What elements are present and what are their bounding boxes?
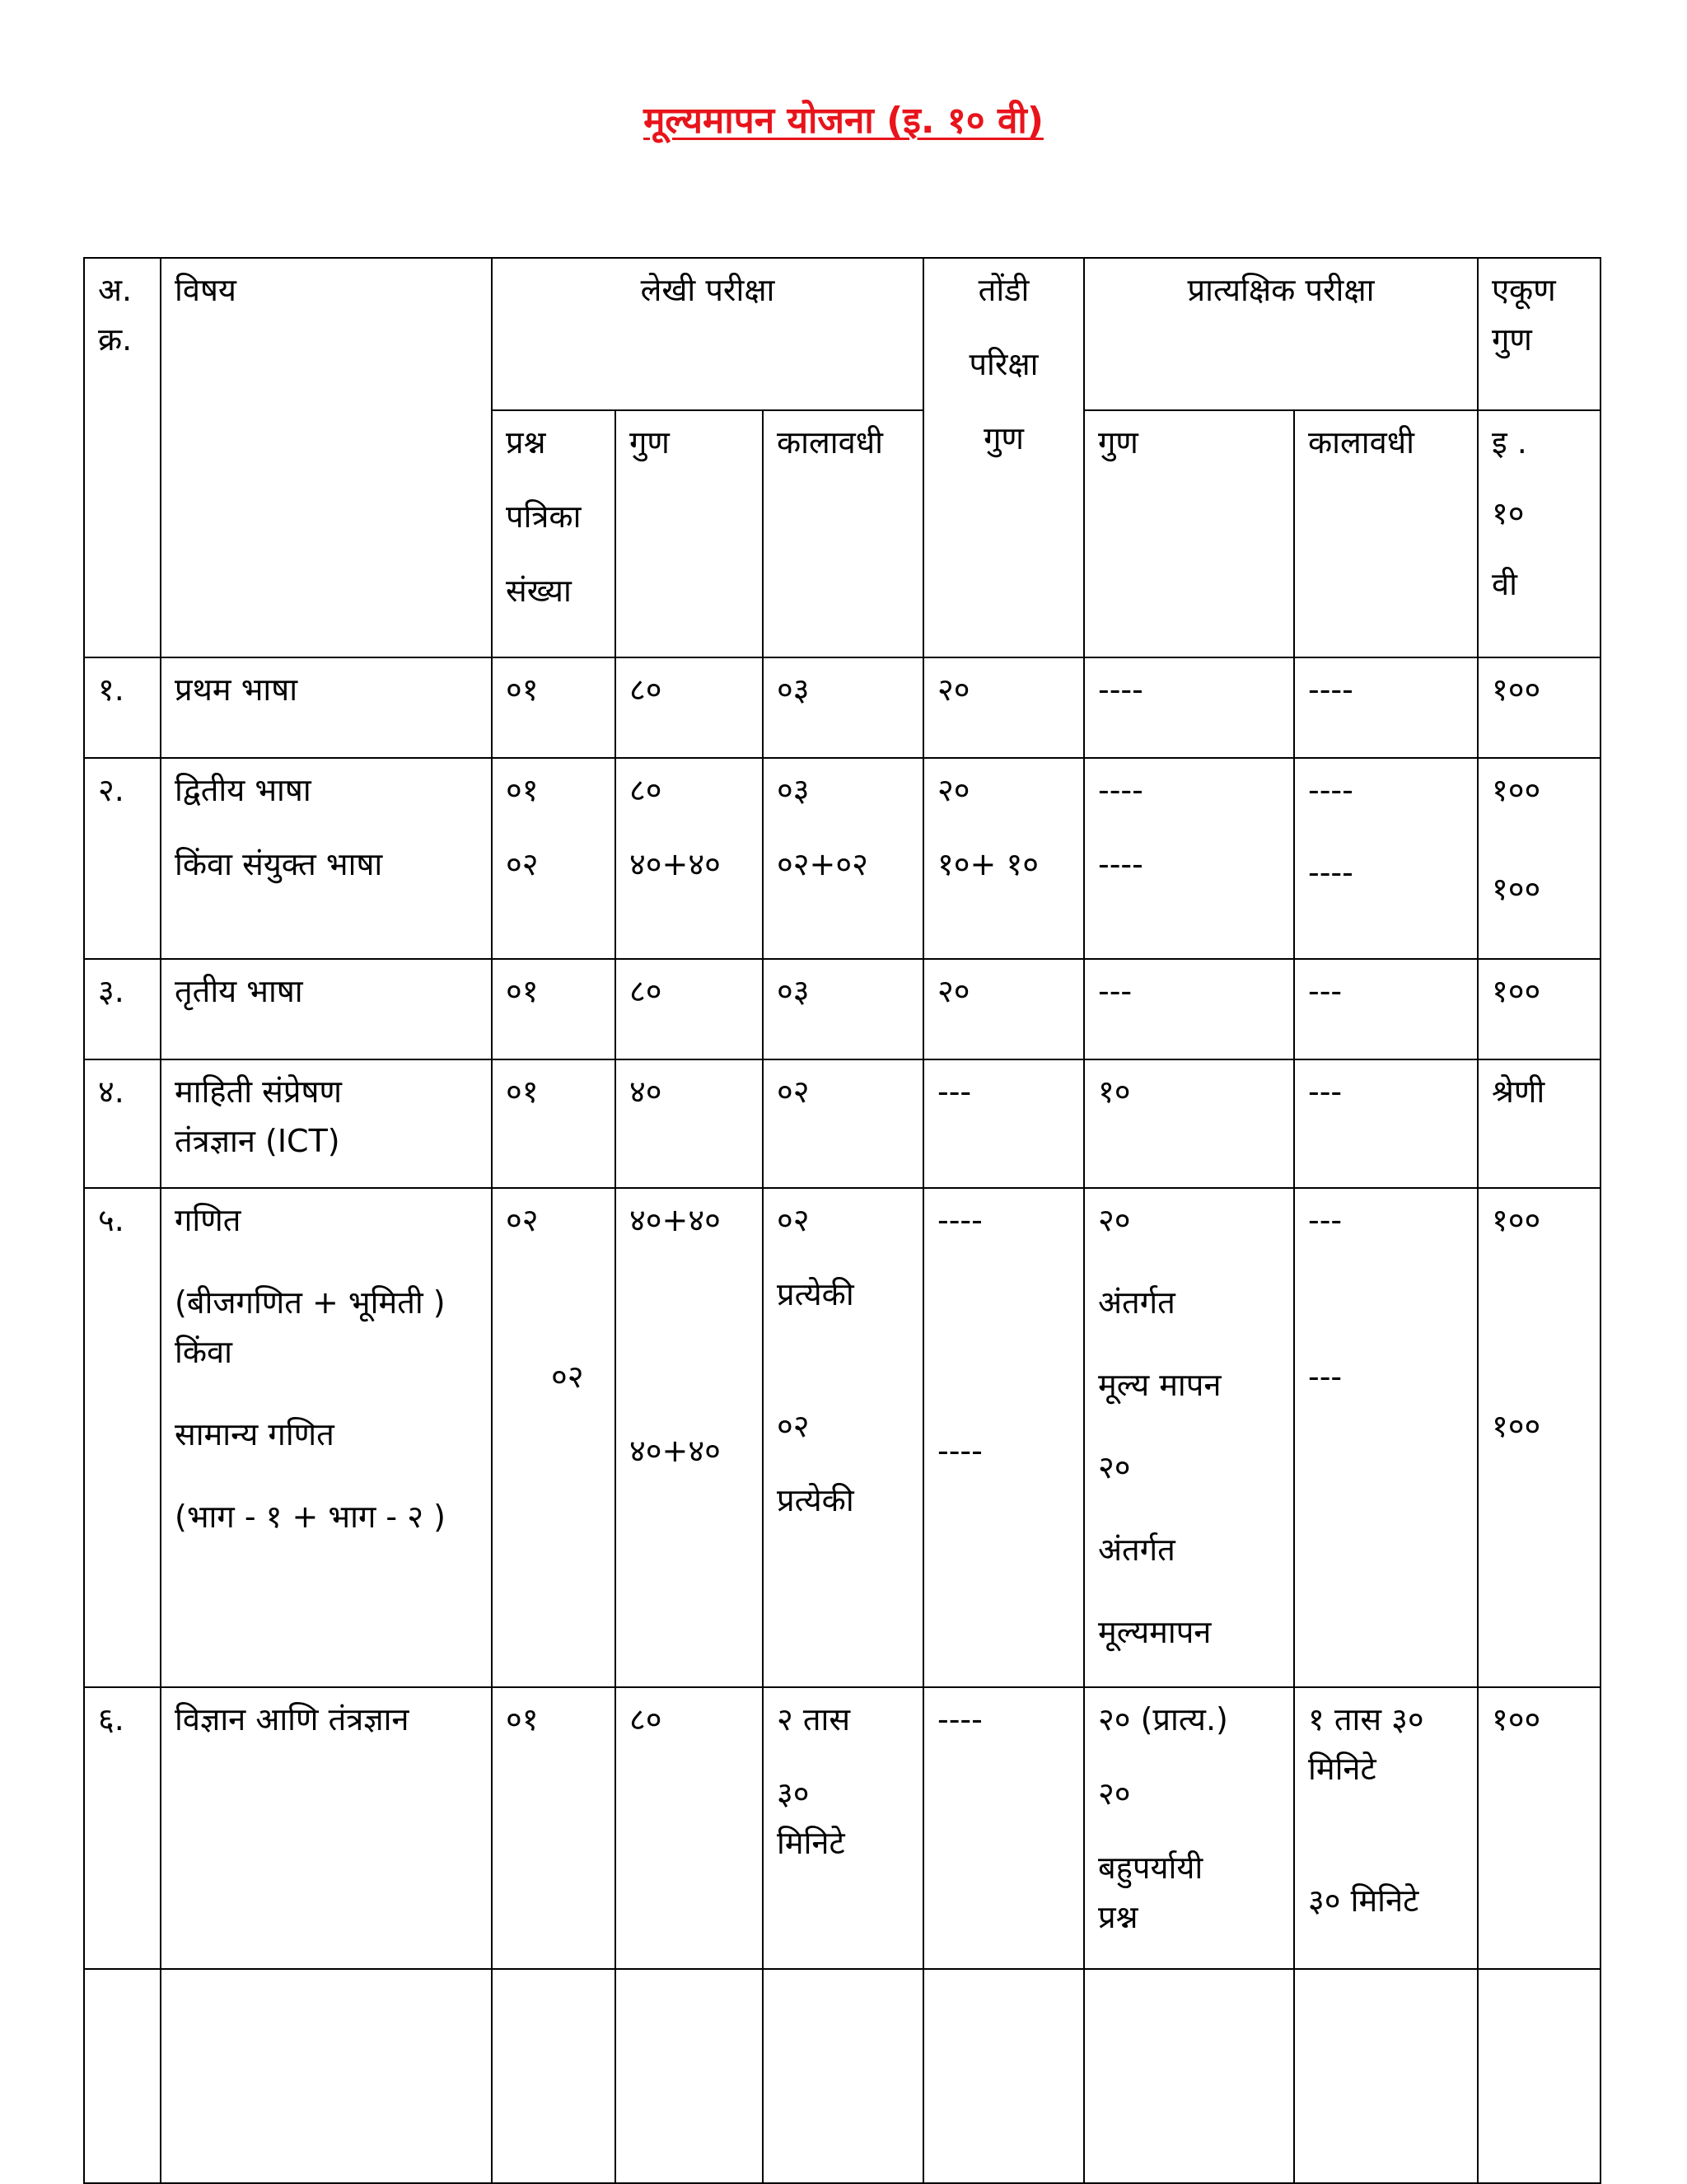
header-written-exam: लेखी परीक्षा: [492, 258, 923, 410]
row-oral: २०: [923, 959, 1084, 1059]
row-subject-line: तंत्रज्ञान (ICT): [175, 1123, 340, 1159]
row-marks: [615, 1188, 763, 1687]
header-papers-line: संख्या: [506, 573, 572, 609]
row-marks: ४०: [615, 1059, 763, 1188]
row-duration-line: ०३: [777, 772, 810, 808]
row-duration-line: प्रत्येकी: [777, 1276, 854, 1312]
row-practical-duration: ---: [1294, 959, 1478, 1059]
row-marks: [615, 758, 763, 959]
table-row: [84, 1059, 1601, 1188]
row-subject-line: किंवा संयुक्त भाषा: [175, 846, 383, 882]
row-marks-line: ४०+४०: [629, 1202, 721, 1238]
header-papers: [492, 410, 615, 657]
row-practical-marks-line: अंतर्गत: [1098, 1532, 1175, 1568]
row-total-line: १००: [1492, 772, 1541, 808]
row-subject: [161, 758, 492, 959]
row-duration-line: ०२: [777, 1202, 810, 1238]
row-duration-line: प्रत्येकी: [777, 1482, 854, 1518]
row-total-line: १००: [1492, 871, 1541, 907]
row-papers: [492, 1188, 615, 1687]
row-practical-marks: ----: [1084, 657, 1294, 758]
header-papers-line: प्रश्न: [506, 424, 546, 461]
header-serial-line: क्र.: [98, 321, 133, 358]
row-practical-marks-line: २०: [1098, 1202, 1131, 1238]
header-total-line: गुण: [1492, 321, 1532, 358]
row-practical-duration-line: ----: [1308, 772, 1353, 808]
table-row: [84, 1188, 1601, 1687]
row-subject-line: सामान्य गणित: [175, 1416, 334, 1452]
row-practical-marks-line: २०: [1098, 1449, 1131, 1485]
row-duration: [763, 1687, 923, 1969]
header-oral-marks: गुण: [984, 420, 1024, 456]
header-std-line: वी: [1492, 566, 1517, 602]
row-marks: ८०: [615, 657, 763, 758]
header-subject: विषय: [161, 258, 492, 657]
row-practical-duration: [1294, 1687, 1478, 1969]
row-marks: ८०: [615, 959, 763, 1059]
row-practical-duration: ----: [1294, 657, 1478, 758]
row-papers-line: ०२: [506, 1202, 539, 1238]
row-total-line: १००: [1492, 1202, 1541, 1238]
header-serial-line: अ.: [98, 272, 133, 308]
row-oral: २०: [923, 657, 1084, 758]
empty-cell: [1294, 1969, 1478, 2183]
evaluation-scheme-table: [83, 257, 1601, 2184]
row-papers-line: ०२: [506, 846, 539, 882]
table-row: [84, 1687, 1601, 1969]
row-practical-marks: ---: [1084, 959, 1294, 1059]
row-subject-line: द्वितीय भाषा: [175, 772, 311, 808]
header-oral-line: तोंडी: [978, 272, 1030, 308]
row-serial: ५.: [84, 1188, 161, 1687]
row-serial: ६.: [84, 1687, 161, 1969]
header-practical-marks: गुण: [1084, 410, 1294, 657]
row-papers: [492, 758, 615, 959]
row-oral-line: ----: [937, 1433, 983, 1469]
row-subject: तृतीय भाषा: [161, 959, 492, 1059]
row-subject-line: (भाग - १ + भाग - २ ): [175, 1499, 446, 1535]
header-total: [1478, 258, 1601, 410]
row-marks-line: ४०+४०: [629, 846, 721, 882]
empty-cell: [615, 1969, 763, 2183]
row-marks-line: ८०: [629, 772, 662, 808]
row-papers: ०१: [492, 959, 615, 1059]
header-oral-line: परिक्षा: [969, 346, 1039, 382]
row-total: १००: [1478, 657, 1601, 758]
row-practical-marks-line: २०: [1098, 1775, 1131, 1812]
table-row: [84, 758, 1601, 959]
row-papers: ०१: [492, 1059, 615, 1188]
row-practical-marks-line: मूल्य मापन: [1098, 1367, 1222, 1403]
row-practical-duration: [1294, 758, 1478, 959]
row-duration: [763, 758, 923, 959]
row-practical-marks-line: बहुपर्यायी: [1098, 1850, 1203, 1886]
row-practical-marks: १०: [1084, 1059, 1294, 1188]
header-serial: [84, 258, 161, 657]
header-oral: [923, 258, 1084, 657]
row-duration-line: मिनिटे: [777, 1825, 845, 1861]
row-oral: ----: [923, 1687, 1084, 1969]
row-duration: ०३: [763, 657, 923, 758]
row-subject: [161, 1188, 492, 1687]
empty-cell: [84, 1969, 161, 2183]
row-subject-line: किंवा: [175, 1334, 232, 1370]
row-duration: [763, 1188, 923, 1687]
row-practical-duration: ---: [1294, 1059, 1478, 1188]
header-papers-line: पत्रिका: [506, 498, 582, 535]
row-duration: ०२: [763, 1059, 923, 1188]
row-duration-line: ०२: [777, 1408, 810, 1444]
row-practical-marks-line: २० (प्रात्य.): [1098, 1701, 1228, 1737]
row-subject-line: माहिती संप्रेषण: [175, 1073, 342, 1110]
header-row-main: [84, 258, 1601, 410]
row-total: १००: [1478, 1687, 1601, 1969]
row-total: श्रेणी: [1478, 1059, 1601, 1188]
header-written-marks: गुण: [615, 410, 763, 657]
empty-cell: [1478, 1969, 1601, 2183]
row-practical-marks: [1084, 758, 1294, 959]
table-row-empty: [84, 1969, 1601, 2183]
row-papers-line: ०१: [506, 772, 539, 808]
header-std-line: १०: [1492, 495, 1525, 531]
empty-cell: [763, 1969, 923, 2183]
row-total: १००: [1478, 959, 1601, 1059]
header-written-duration: कालावधी: [763, 410, 923, 657]
row-subject: [161, 1059, 492, 1188]
row-practical-marks-line: ----: [1098, 772, 1143, 808]
row-serial: २.: [84, 758, 161, 959]
row-oral: [923, 758, 1084, 959]
row-oral: [923, 1188, 1084, 1687]
row-subject-line: गणित: [175, 1202, 241, 1238]
row-papers: ०१: [492, 1687, 615, 1969]
header-std-line: इ .: [1492, 424, 1527, 461]
header-std: [1478, 410, 1601, 657]
row-duration-line: ०२+०२: [777, 846, 868, 882]
row-practical-duration-line: ----: [1308, 854, 1353, 891]
row-practical-duration-line: ---: [1308, 1359, 1343, 1395]
row-oral: ---: [923, 1059, 1084, 1188]
row-practical-marks-line: अंतर्गत: [1098, 1284, 1175, 1321]
row-practical-marks: [1084, 1687, 1294, 1969]
row-practical-marks: [1084, 1188, 1294, 1687]
table-row: [84, 657, 1601, 758]
table-row: [84, 959, 1601, 1059]
row-practical-duration-line: ३० मिनिटे: [1308, 1882, 1419, 1919]
row-practical-marks-line: प्रश्न: [1098, 1899, 1138, 1935]
row-oral-line: २०: [937, 772, 970, 808]
row-oral-line: ----: [937, 1202, 983, 1238]
row-practical-marks-line: ----: [1098, 846, 1143, 882]
row-total: [1478, 758, 1601, 959]
row-subject: विज्ञान आणि तंत्रज्ञान: [161, 1687, 492, 1969]
row-total: [1478, 1188, 1601, 1687]
row-total-line: १००: [1492, 1408, 1541, 1444]
row-subject-line: (बीजगणित + भूमिती ): [175, 1284, 446, 1321]
row-papers: ०१: [492, 657, 615, 758]
row-duration: ०३: [763, 959, 923, 1059]
empty-cell: [161, 1969, 492, 2183]
row-duration-line: २ तास: [777, 1701, 851, 1737]
row-subject: प्रथम भाषा: [161, 657, 492, 758]
row-serial: १.: [84, 657, 161, 758]
empty-cell: [923, 1969, 1084, 2183]
row-practical-duration: [1294, 1188, 1478, 1687]
row-practical-duration-line: मिनिटे: [1308, 1751, 1376, 1787]
row-practical-marks-line: मूल्यमापन: [1098, 1614, 1212, 1650]
row-practical-duration-line: ---: [1308, 1202, 1343, 1238]
row-marks-line: ४०+४०: [629, 1433, 721, 1469]
row-serial: ३.: [84, 959, 161, 1059]
page-title: मूल्यमापन योजना (इ. १० वी): [643, 100, 1044, 142]
row-marks: ८०: [615, 1687, 763, 1969]
row-duration-line: ३०: [777, 1775, 810, 1812]
header-practical-duration: कालावधी: [1294, 410, 1478, 657]
header-practical-exam: प्रात्यक्षिक परीक्षा: [1084, 258, 1478, 410]
row-oral-line: १०+ १०: [937, 846, 1039, 882]
empty-cell: [492, 1969, 615, 2183]
empty-cell: [1084, 1969, 1294, 2183]
row-practical-duration-line: १ तास ३०: [1308, 1701, 1424, 1737]
row-serial: ४.: [84, 1059, 161, 1188]
header-total-line: एकूण: [1492, 272, 1556, 308]
row-papers-line: ०२: [551, 1359, 584, 1395]
